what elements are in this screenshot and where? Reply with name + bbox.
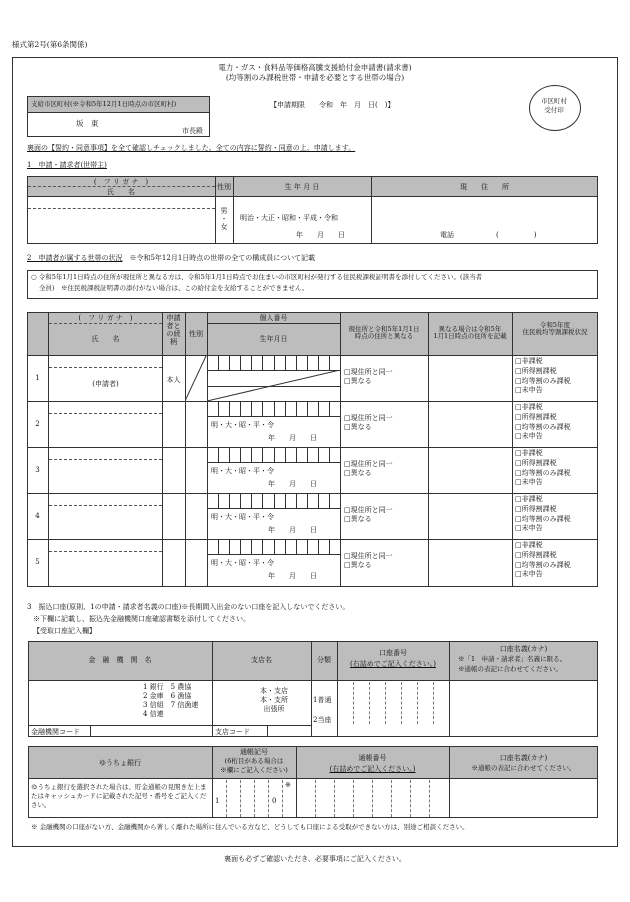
s1-gender-options[interactable]: 男 ・ 女 xyxy=(220,207,228,232)
hh-diff-header: 異なる場合は令和5年 1月1日時点の住所を記載 xyxy=(433,325,507,341)
mynumber-digit-divider xyxy=(218,494,219,508)
section1-heading: 1 申請・請求者(世帯主) xyxy=(27,161,107,169)
passbook-symbol-digit-divider xyxy=(226,780,227,817)
mynumber-digit-divider xyxy=(229,448,230,462)
passbook-symbol-digit-divider xyxy=(240,780,241,817)
mynumber-digit-divider xyxy=(307,356,308,370)
account-digit-divider xyxy=(433,682,434,724)
passbook-6th-digit-mark: ※ xyxy=(285,781,291,789)
pledge-statement: 裏面の【誓約・同意事項】を全て確認しチェックしました。全ての内容に誓約・同意の上、申請します。 xyxy=(27,144,356,152)
mynumber-digit-divider xyxy=(307,540,308,554)
s1-era-options[interactable]: 明治・大正・昭和・平成・令和 xyxy=(240,214,338,222)
passbook-symbol-note1: (6桁目がある場合は xyxy=(224,757,284,765)
s1-address-header: 現 住 所 xyxy=(460,183,509,191)
mynumber-digit-divider xyxy=(285,402,286,416)
birth-ymd[interactable]: 年 月 日 xyxy=(268,572,317,580)
passbook-symbol-note2: ※欄にご記入ください) xyxy=(220,766,288,774)
mynumber-digit-divider xyxy=(285,494,286,508)
addr-same-options[interactable]: □現住所と同一 □異なる xyxy=(344,552,393,570)
form-number: 様式第2号(第6条関係) xyxy=(12,40,88,49)
passbook-symbol-header: 通帳記号 xyxy=(240,748,268,756)
mynumber-digit-divider xyxy=(296,356,297,370)
branch-name-header: 支店名 xyxy=(251,656,272,664)
category-normal[interactable]: 1普通 xyxy=(313,696,332,704)
household-row-number: 1 xyxy=(35,374,40,382)
s1-phone[interactable]: 電話 ( ) xyxy=(440,231,537,239)
holder-header: 口座名義(カナ) xyxy=(499,645,548,653)
passbook-number-digit-divider xyxy=(410,780,411,817)
passbook-number-header: 通帳番号 xyxy=(358,754,387,762)
mynumber-digit-divider xyxy=(274,494,275,508)
mynumber-digit-divider xyxy=(251,448,252,462)
account-digit-divider xyxy=(385,682,386,724)
addr-same-options[interactable]: □現住所と同一 □異なる xyxy=(344,460,393,478)
mynumber-digit-divider xyxy=(329,356,330,370)
passbook-number-digit-divider xyxy=(391,780,392,817)
mynumber-digit-divider xyxy=(240,356,241,370)
mynumber-digit-divider xyxy=(251,356,252,370)
passbook-number-digit-divider xyxy=(334,780,335,817)
section2-heading: 2 申請者が属する世帯の状況 xyxy=(27,254,123,262)
addr-same-options[interactable]: □現住所と同一 □異なる xyxy=(344,414,393,432)
gender-slash xyxy=(185,356,207,401)
account-no-note: (右詰めでご記入ください。) xyxy=(350,660,436,668)
mynumber-digit-divider xyxy=(240,402,241,416)
mynumber-digit-divider xyxy=(318,540,319,554)
hh-mynumber-header: 個人番号 xyxy=(259,314,288,322)
passbook-symbol-digit-divider xyxy=(282,780,283,817)
mynumber-digit-divider xyxy=(229,356,230,370)
mynumber-digit-divider xyxy=(296,448,297,462)
tax-status-options[interactable]: □非課税 □所得割課税 □均等割のみ課税 □未申告 xyxy=(515,449,571,487)
mynumber-digit-divider xyxy=(285,356,286,370)
mynumber-digit-divider xyxy=(296,494,297,508)
mynumber-digit-divider xyxy=(251,402,252,416)
category-header: 分類 xyxy=(317,656,331,664)
addr-same-options[interactable]: □現住所と同一 □異なる xyxy=(344,506,393,524)
mynumber-digit-divider xyxy=(251,494,252,508)
mynumber-digit-divider xyxy=(240,448,241,462)
mynumber-digit-divider xyxy=(318,494,319,508)
yucho-holder-header: 口座名義(カナ) xyxy=(499,754,548,762)
s1-gender-header: 性別 xyxy=(217,183,231,191)
mynumber-digit-divider xyxy=(307,402,308,416)
account-digit-divider xyxy=(353,682,354,724)
mynumber-digit-divider xyxy=(329,540,330,554)
mynumber-digit-divider xyxy=(229,494,230,508)
mynumber-digit-divider xyxy=(274,540,275,554)
passbook-digit-0: 0 xyxy=(272,797,277,805)
era-options[interactable]: 明・大・昭・平・令 xyxy=(211,421,274,429)
hh-tax-header: 令和5年度 住民税均等割課税状況 xyxy=(522,321,588,337)
application-deadline: 【申請期限 令和 年 月 日( )】 xyxy=(270,101,395,109)
mynumber-digit-divider xyxy=(274,402,275,416)
mynumber-digit-divider xyxy=(240,494,241,508)
yucho-label: ゆうちょ銀行 xyxy=(99,759,141,767)
era-options[interactable]: 明・大・昭・平・令 xyxy=(211,559,274,567)
holder-note1: ※「1 申請・請求者」名義に限る。 xyxy=(458,655,567,663)
self-relation: 本人 xyxy=(166,376,181,384)
mynumber-digit-divider xyxy=(307,494,308,508)
section2-notice-line2: 全員) ※住民税課税証明書の添付がない場合は、この給付金を支給することができません。 xyxy=(39,284,309,292)
hh-name-header: 氏 名 xyxy=(91,335,120,343)
applicant-label: (申請者) xyxy=(92,380,119,388)
mynumber-digit-divider xyxy=(318,356,319,370)
era-options[interactable]: 明・大・昭・平・令 xyxy=(211,467,274,475)
bank-code-label: 金融機関コード xyxy=(31,728,80,736)
s1-name-header: 氏 名 xyxy=(107,188,135,196)
yucho-holder-note: ※通帳の表記に合わせてください。 xyxy=(471,764,576,772)
mynumber-digit-divider xyxy=(285,448,286,462)
account-digit-divider xyxy=(369,682,370,724)
footer-note: 裏面も必ずご確認いただき、必要事項にご記入ください。 xyxy=(224,855,406,863)
addr-same-options[interactable]: □現住所と同一 □異なる xyxy=(344,368,393,386)
bank-name-header: 金 融 機 関 名 xyxy=(88,656,152,664)
hh-gender-header: 性別 xyxy=(189,330,203,338)
passbook-symbol-digit-divider xyxy=(268,780,269,817)
form-subtitle: (均等割のみ課税世帯・申請を必要とする世帯の場合) xyxy=(225,73,405,82)
mynumber-digit-divider xyxy=(262,494,263,508)
mynumber-digit-divider xyxy=(318,402,319,416)
mynumber-digit-divider xyxy=(218,402,219,416)
passbook-number-digit-divider xyxy=(429,780,430,817)
addressee-label: 支給市区町村(※令和5年12月1日時点の市区町村) xyxy=(31,100,177,108)
section3-footnote: ※ 金融機関の口座がない方、金融機関から著しく離れた場所に住んでいる方など、どうしても口座による受取ができない方は、別途ご相談ください。 xyxy=(31,823,469,831)
s1-birth-ymd[interactable]: 年 月 日 xyxy=(296,231,345,239)
section3-heading: 3 振込口座(原則、1の申請・請求者名義の口座)※長期間入出金のない口座を記入しないでください。 xyxy=(27,603,350,611)
holder-note2: ※通帳の表記に合わせてください。 xyxy=(458,665,562,673)
s1-birth-header: 生 年 月 日 xyxy=(284,183,320,191)
passbook-symbol-digit-divider xyxy=(254,780,255,817)
s1-furigana-header: ( フ リ ガ ナ ) xyxy=(93,178,149,186)
mynumber-digit-divider xyxy=(307,448,308,462)
mynumber-digit-divider xyxy=(251,540,252,554)
yucho-instruction: ゆうちょ銀行を選択された場合は、貯金通帳の見開き左上またはキャッシュカードに記載された記号・番号をご記入ください。 xyxy=(31,783,207,809)
household-row-number: 5 xyxy=(35,558,40,566)
account-digit-divider xyxy=(417,682,418,724)
mynumber-digit-divider xyxy=(262,448,263,462)
mynumber-digit-divider xyxy=(262,540,263,554)
hh-furigana-header: ( フ リ ガ ナ ) xyxy=(78,314,133,322)
tax-status-options[interactable]: □非課税 □所得割課税 □均等割のみ課税 □未申告 xyxy=(515,495,571,533)
mynumber-digit-divider xyxy=(274,356,275,370)
account-digit-divider xyxy=(401,682,402,724)
tax-status-options[interactable]: □非課税 □所得割課税 □均等割のみ課税 □未申告 xyxy=(515,357,571,395)
section3-note: ※下欄に記載し、振込先金融機関口座確認書類を添付してください。 xyxy=(33,615,250,623)
bank-type-options[interactable]: 1 銀行 5 農協 2 金庫 6 漁協 3 信組 7 信漁連 4 信連 xyxy=(143,683,199,719)
section2-heading-note: ※令和5年12月1日時点の世帯の全ての構成員について記載 xyxy=(129,254,316,262)
mynumber-digit-divider xyxy=(329,448,330,462)
era-options[interactable]: 明・大・昭・平・令 xyxy=(211,513,274,521)
hh-birth-header: 生年月日 xyxy=(259,335,288,343)
branch-code-label: 支店コード xyxy=(215,728,250,736)
section3-subheading: 【受取口座記入欄】 xyxy=(33,627,96,635)
passbook-digit-1: 1 xyxy=(215,797,220,805)
mynumber-digit-divider xyxy=(240,540,241,554)
mynumber-digit-divider xyxy=(296,540,297,554)
birth-ymd[interactable]: 年 月 日 xyxy=(268,434,317,442)
hh-relation-header: 申請 者と の続 柄 xyxy=(166,314,181,347)
stamp-line1: 市区町村 xyxy=(541,97,567,105)
mynumber-digit-divider xyxy=(218,448,219,462)
mynumber-digit-divider xyxy=(329,402,330,416)
mynumber-digit-divider xyxy=(329,494,330,508)
section2-notice-line1: ○ 令和5年1月1日時点の住所が現住所と異なる方は、令和5年1月1日時点でお住まいの市区町村が発行する住民税課税証明書を添付してください。(該当者 xyxy=(31,273,483,281)
birth-slash xyxy=(207,370,340,401)
form-title: 電力・ガス・食料品等価格高騰支援給付金申請書(請求書) xyxy=(218,63,412,72)
mynumber-digit-divider xyxy=(218,356,219,370)
household-row-number: 4 xyxy=(35,512,40,520)
mynumber-digit-divider xyxy=(262,356,263,370)
mynumber-digit-divider xyxy=(229,402,230,416)
category-current[interactable]: 2当座 xyxy=(313,716,332,724)
passbook-number-digit-divider xyxy=(353,780,354,817)
birth-ymd[interactable]: 年 月 日 xyxy=(268,526,317,534)
mynumber-digit-divider xyxy=(218,540,219,554)
household-row-number: 2 xyxy=(35,420,40,428)
tax-status-options[interactable]: □非課税 □所得割課税 □均等割のみ課税 □未申告 xyxy=(515,403,571,441)
household-row-number: 3 xyxy=(35,466,40,474)
passbook-number-digit-divider xyxy=(372,780,373,817)
account-no-header: 口座番号 xyxy=(379,649,407,657)
passbook-number-digit-divider xyxy=(315,780,316,817)
addressee-city[interactable]: 坂 東 xyxy=(76,119,99,128)
mynumber-digit-divider xyxy=(318,448,319,462)
mynumber-digit-divider xyxy=(285,540,286,554)
mynumber-digit-divider xyxy=(274,448,275,462)
mynumber-digit-divider xyxy=(262,402,263,416)
birth-ymd[interactable]: 年 月 日 xyxy=(268,480,317,488)
tax-status-options[interactable]: □非課税 □所得割課税 □均等割のみ課税 □未申告 xyxy=(515,541,571,579)
passbook-number-note: (右詰めでご記入ください。) xyxy=(329,765,416,773)
hh-same-header: 現住所と令和5年1月1日 時点の住所と異なる xyxy=(348,325,420,341)
branch-type-options[interactable]: 本・支店 本・支所 出張所 xyxy=(260,687,288,714)
mynumber-digit-divider xyxy=(229,540,230,554)
mynumber-digit-divider xyxy=(296,402,297,416)
addressee-mayor: 市長殿 xyxy=(182,127,203,135)
stamp-line2: 受付印 xyxy=(544,106,564,114)
